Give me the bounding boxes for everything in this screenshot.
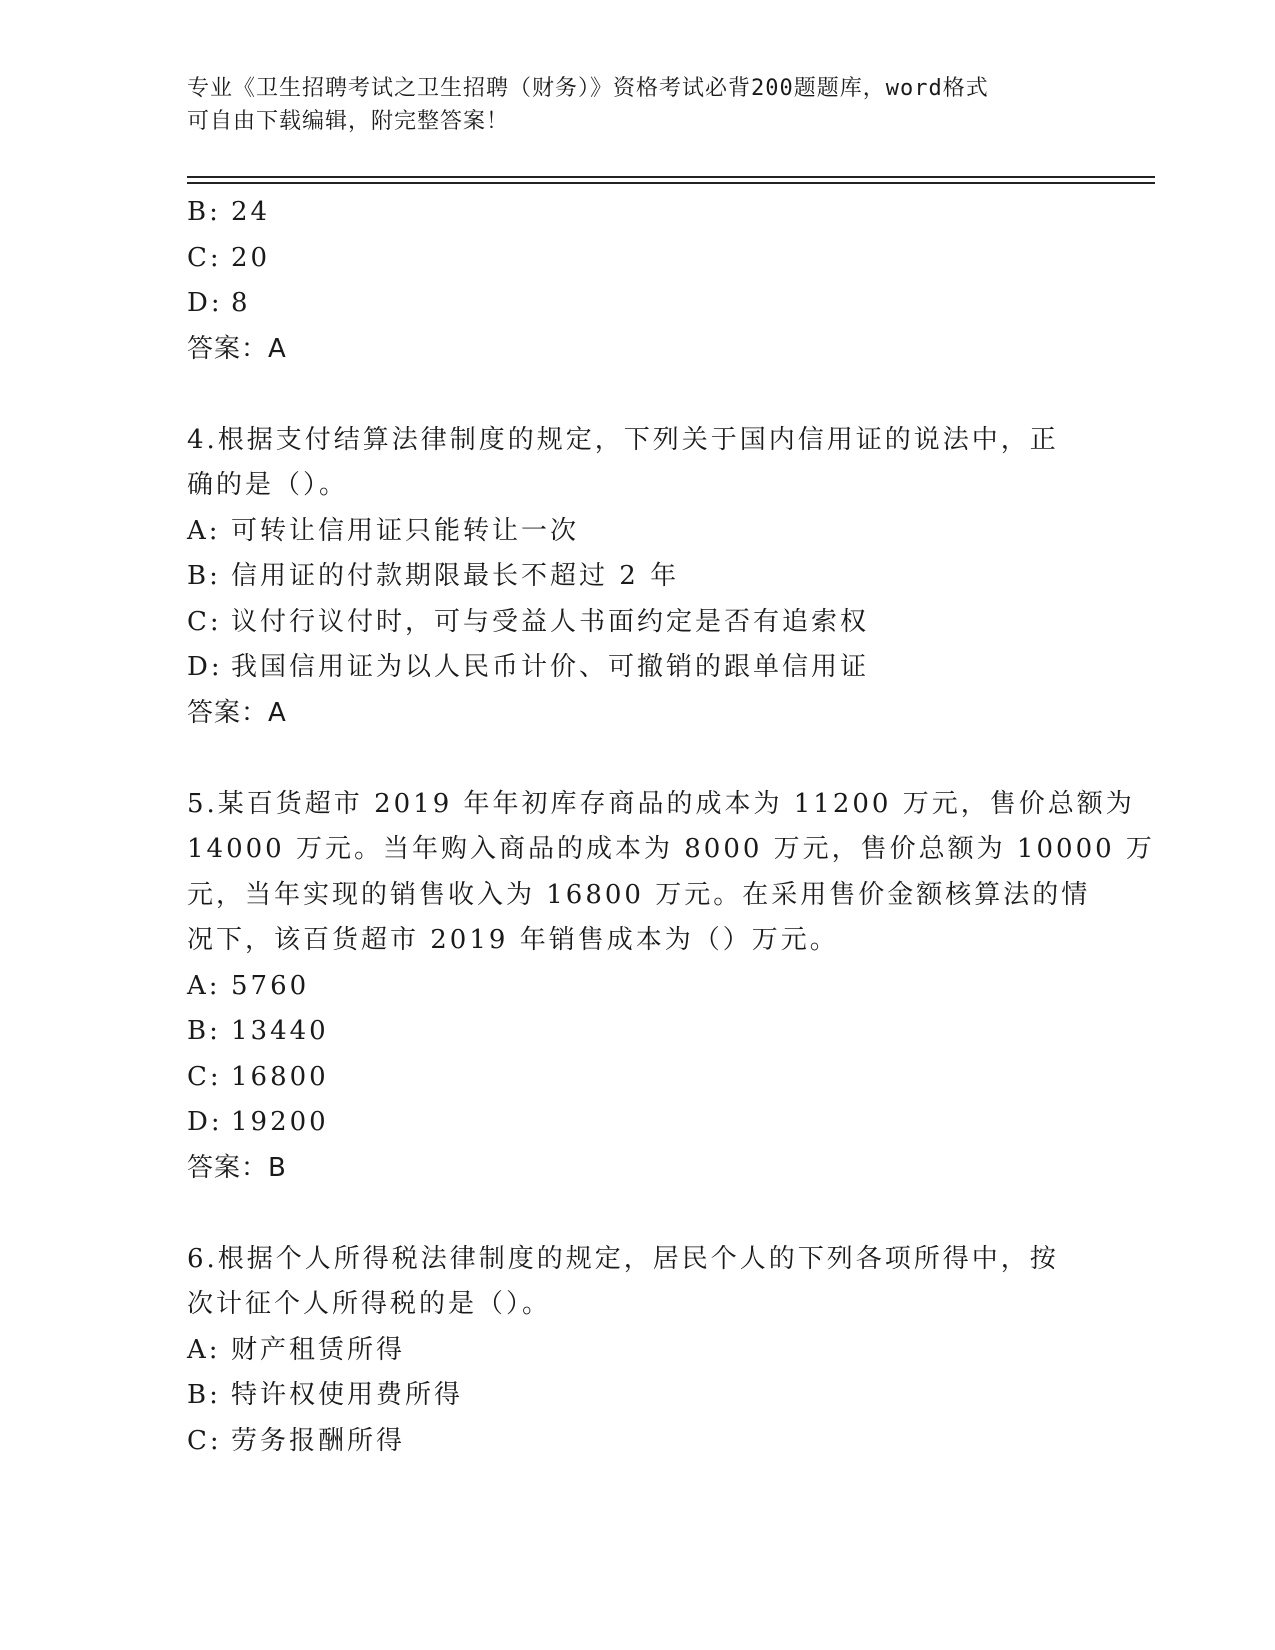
option-b (187, 190, 1087, 236)
question-stem-line: 5.某百货超市 2019 年年初库存商品的成本为 11200 万元，售价总额为 (187, 788, 1135, 819)
option-label: C: (187, 1425, 222, 1456)
spacer (187, 1191, 1087, 1237)
option-a (187, 1328, 1087, 1374)
question-3-tail (187, 190, 1087, 372)
header-rule-bottom (187, 182, 1155, 184)
option-label: B: (187, 561, 221, 591)
option-text: 特许权使用费所得 (231, 1380, 464, 1410)
question-4 (187, 418, 1087, 737)
question-stem-line: 4.根据支付结算法律制度的规定，下列关于国内信用证的说法中，正 (187, 424, 1059, 455)
option-text: 8 (231, 288, 251, 318)
option-label: C: (187, 606, 222, 637)
option-text: 20 (231, 242, 271, 273)
option-text: 劳务报酬所得 (231, 1425, 406, 1456)
question-5 (187, 782, 1155, 1192)
document-header (187, 72, 1067, 138)
option-b (187, 1009, 1087, 1055)
question-content (187, 190, 1155, 1464)
option-text: 议付行议付时，可与受益人书面约定是否有追索权 (231, 606, 870, 637)
option-d (187, 1100, 1087, 1146)
option-text: 24 (231, 197, 271, 227)
option-label: D: (187, 288, 223, 318)
question-stem-line: 确的是（）。 (187, 470, 349, 500)
option-d (187, 281, 1087, 327)
option-label: B: (187, 1380, 221, 1410)
option-text: 财产租赁所得 (231, 1334, 406, 1365)
spacer (187, 736, 1087, 782)
question-stem-line: 6.根据个人所得税法律制度的规定，居民个人的下列各项所得中，按 (187, 1243, 1059, 1274)
option-text: 19200 (231, 1107, 329, 1137)
option-text: 可转让信用证只能转让一次 (231, 515, 580, 546)
option-label: D: (187, 1107, 223, 1137)
question-stem-line: 次计征个人所得税的是（）。 (187, 1289, 552, 1319)
spacer (187, 372, 1087, 418)
header-line-1: 专业《卫生招聘考试之卫生招聘（财务）》资格考试必背200题题库，word格式 (187, 76, 989, 101)
option-label: B: (187, 1016, 221, 1046)
question-stem-line: 况下，该百货超市 2019 年销售成本为（）万元。 (187, 925, 839, 955)
answer: 答案：A (187, 333, 287, 364)
option-label: A: (187, 970, 221, 1001)
option-b (187, 1373, 1087, 1419)
option-c (187, 1055, 1087, 1101)
option-label: B: (187, 197, 221, 227)
question-6 (187, 1237, 1087, 1465)
option-a (187, 964, 1087, 1010)
question-stem-line: 元，当年实现的销售收入为 16800 万元。在采用售价金额核算法的情 (187, 879, 1091, 910)
option-text: 13440 (231, 1016, 329, 1046)
option-d (187, 645, 1087, 691)
option-text: 5760 (231, 970, 310, 1001)
option-a (187, 509, 1087, 555)
option-label: A: (187, 1334, 221, 1365)
header-line-2: 可自由下载编辑，附完整答案！ (187, 109, 510, 134)
option-c (187, 600, 1087, 646)
header-rule-top (187, 176, 1155, 178)
option-c (187, 236, 1087, 282)
option-text: 16800 (231, 1061, 329, 1092)
answer: 答案：B (187, 1152, 287, 1183)
option-c (187, 1419, 1087, 1465)
answer: 答案：A (187, 697, 287, 728)
option-label: A: (187, 515, 221, 546)
question-stem-line: 14000 万元。当年购入商品的成本为 8000 万元，售价总额为 10000 万 (187, 834, 1155, 864)
option-text: 信用证的付款期限最长不超过 2 年 (231, 561, 680, 591)
option-text: 我国信用证为以人民币计价、可撤销的跟单信用证 (231, 652, 870, 682)
option-label: C: (187, 1061, 222, 1092)
option-label: D: (187, 652, 223, 682)
option-label: C: (187, 242, 222, 273)
option-b (187, 554, 1087, 600)
